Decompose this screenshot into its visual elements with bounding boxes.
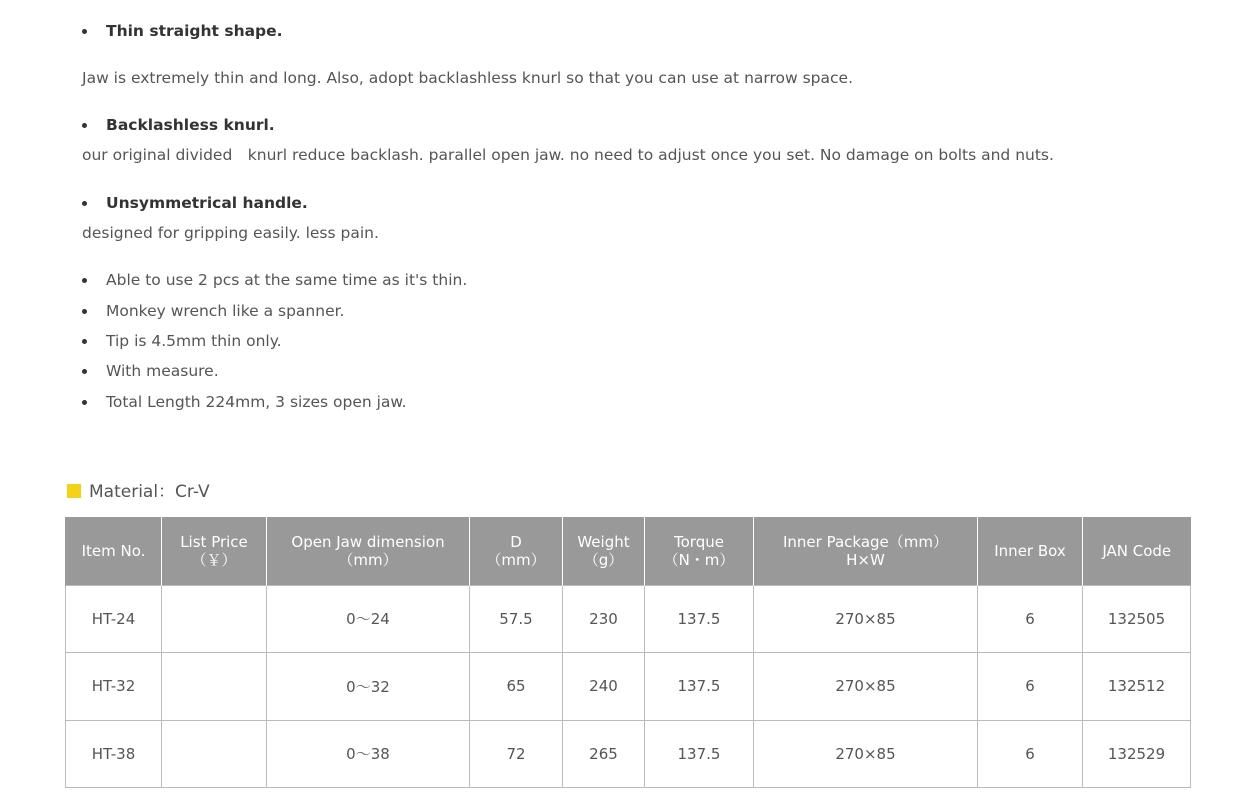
cell-jan-code: 132512 bbox=[1083, 653, 1191, 721]
header-inner-package: Inner Package（mm） H×W bbox=[754, 517, 978, 585]
feature-heading-2: Backlashless knurl. bbox=[82, 115, 275, 135]
header-open-jaw: Open Jaw dimension （mm） bbox=[267, 517, 470, 585]
cell-inner-package: 270×85 bbox=[754, 653, 978, 721]
cell-d: 65 bbox=[470, 653, 563, 721]
yellow-square-icon bbox=[67, 484, 81, 498]
cell-inner-box: 6 bbox=[978, 585, 1083, 653]
feature-text-3: designed for gripping easily. less pain. bbox=[82, 224, 379, 242]
cell-weight: 230 bbox=[563, 585, 645, 653]
cell-inner-package: 270×85 bbox=[754, 720, 978, 788]
header-inner-box: Inner Box bbox=[978, 517, 1083, 585]
cell-weight: 265 bbox=[563, 720, 645, 788]
cell-jan-code: 132529 bbox=[1083, 720, 1191, 788]
cell-inner-box: 6 bbox=[978, 720, 1083, 788]
cell-list-price bbox=[162, 720, 267, 788]
cell-jan-code: 132505 bbox=[1083, 585, 1191, 653]
feature-text-2: our original divided knurl reduce backlash. parallel open jaw. no need to adjust once you set. No damage on bolts and nuts. bbox=[82, 146, 1054, 164]
table-row bbox=[66, 720, 1191, 788]
cell-inner-box: 6 bbox=[978, 653, 1083, 721]
list-item: Able to use 2 pcs at the same time as it's thin. bbox=[82, 270, 467, 290]
header-item-no: Item No. bbox=[66, 517, 162, 585]
cell-open-jaw: 0～24 bbox=[267, 585, 470, 653]
material-label bbox=[67, 482, 210, 502]
cell-open-jaw: 0～38 bbox=[267, 720, 470, 788]
header-weight: Weight （g） bbox=[563, 517, 645, 585]
cell-open-jaw: 0～32 bbox=[267, 653, 470, 721]
cell-torque: 137.5 bbox=[645, 720, 754, 788]
feature-heading-1: Thin straight shape. bbox=[82, 21, 283, 41]
header-torque: Torque （N・m） bbox=[645, 517, 754, 585]
cell-item-no: HT-24 bbox=[66, 585, 162, 653]
cell-list-price bbox=[162, 653, 267, 721]
cell-weight: 240 bbox=[563, 653, 645, 721]
table-row bbox=[66, 585, 1191, 653]
list-item: Tip is 4.5mm thin only. bbox=[82, 331, 282, 351]
material-text: Material：Cr-V bbox=[89, 482, 210, 502]
cell-d: 72 bbox=[470, 720, 563, 788]
cell-item-no: HT-32 bbox=[66, 653, 162, 721]
cell-torque: 137.5 bbox=[645, 585, 754, 653]
feature-text-1: Jaw is extremely thin and long. Also, adopt backlashless knurl so that you can use at narrow space. bbox=[82, 69, 854, 87]
cell-d: 57.5 bbox=[470, 585, 563, 653]
list-item: Total Length 224mm, 3 sizes open jaw. bbox=[82, 392, 407, 412]
header-list-price: List Price （￥） bbox=[162, 517, 267, 585]
table-row bbox=[66, 653, 1191, 721]
feature-heading-3: Unsymmetrical handle. bbox=[82, 193, 308, 213]
spec-table bbox=[65, 517, 1191, 788]
list-item: Monkey wrench like a spanner. bbox=[82, 301, 344, 321]
cell-list-price bbox=[162, 585, 267, 653]
header-d: D （mm） bbox=[470, 517, 563, 585]
cell-inner-package: 270×85 bbox=[754, 585, 978, 653]
cell-item-no: HT-38 bbox=[66, 720, 162, 788]
header-jan-code: JAN Code bbox=[1083, 517, 1191, 585]
table-header-row bbox=[66, 517, 1191, 585]
cell-torque: 137.5 bbox=[645, 653, 754, 721]
list-item: With measure. bbox=[82, 361, 219, 381]
